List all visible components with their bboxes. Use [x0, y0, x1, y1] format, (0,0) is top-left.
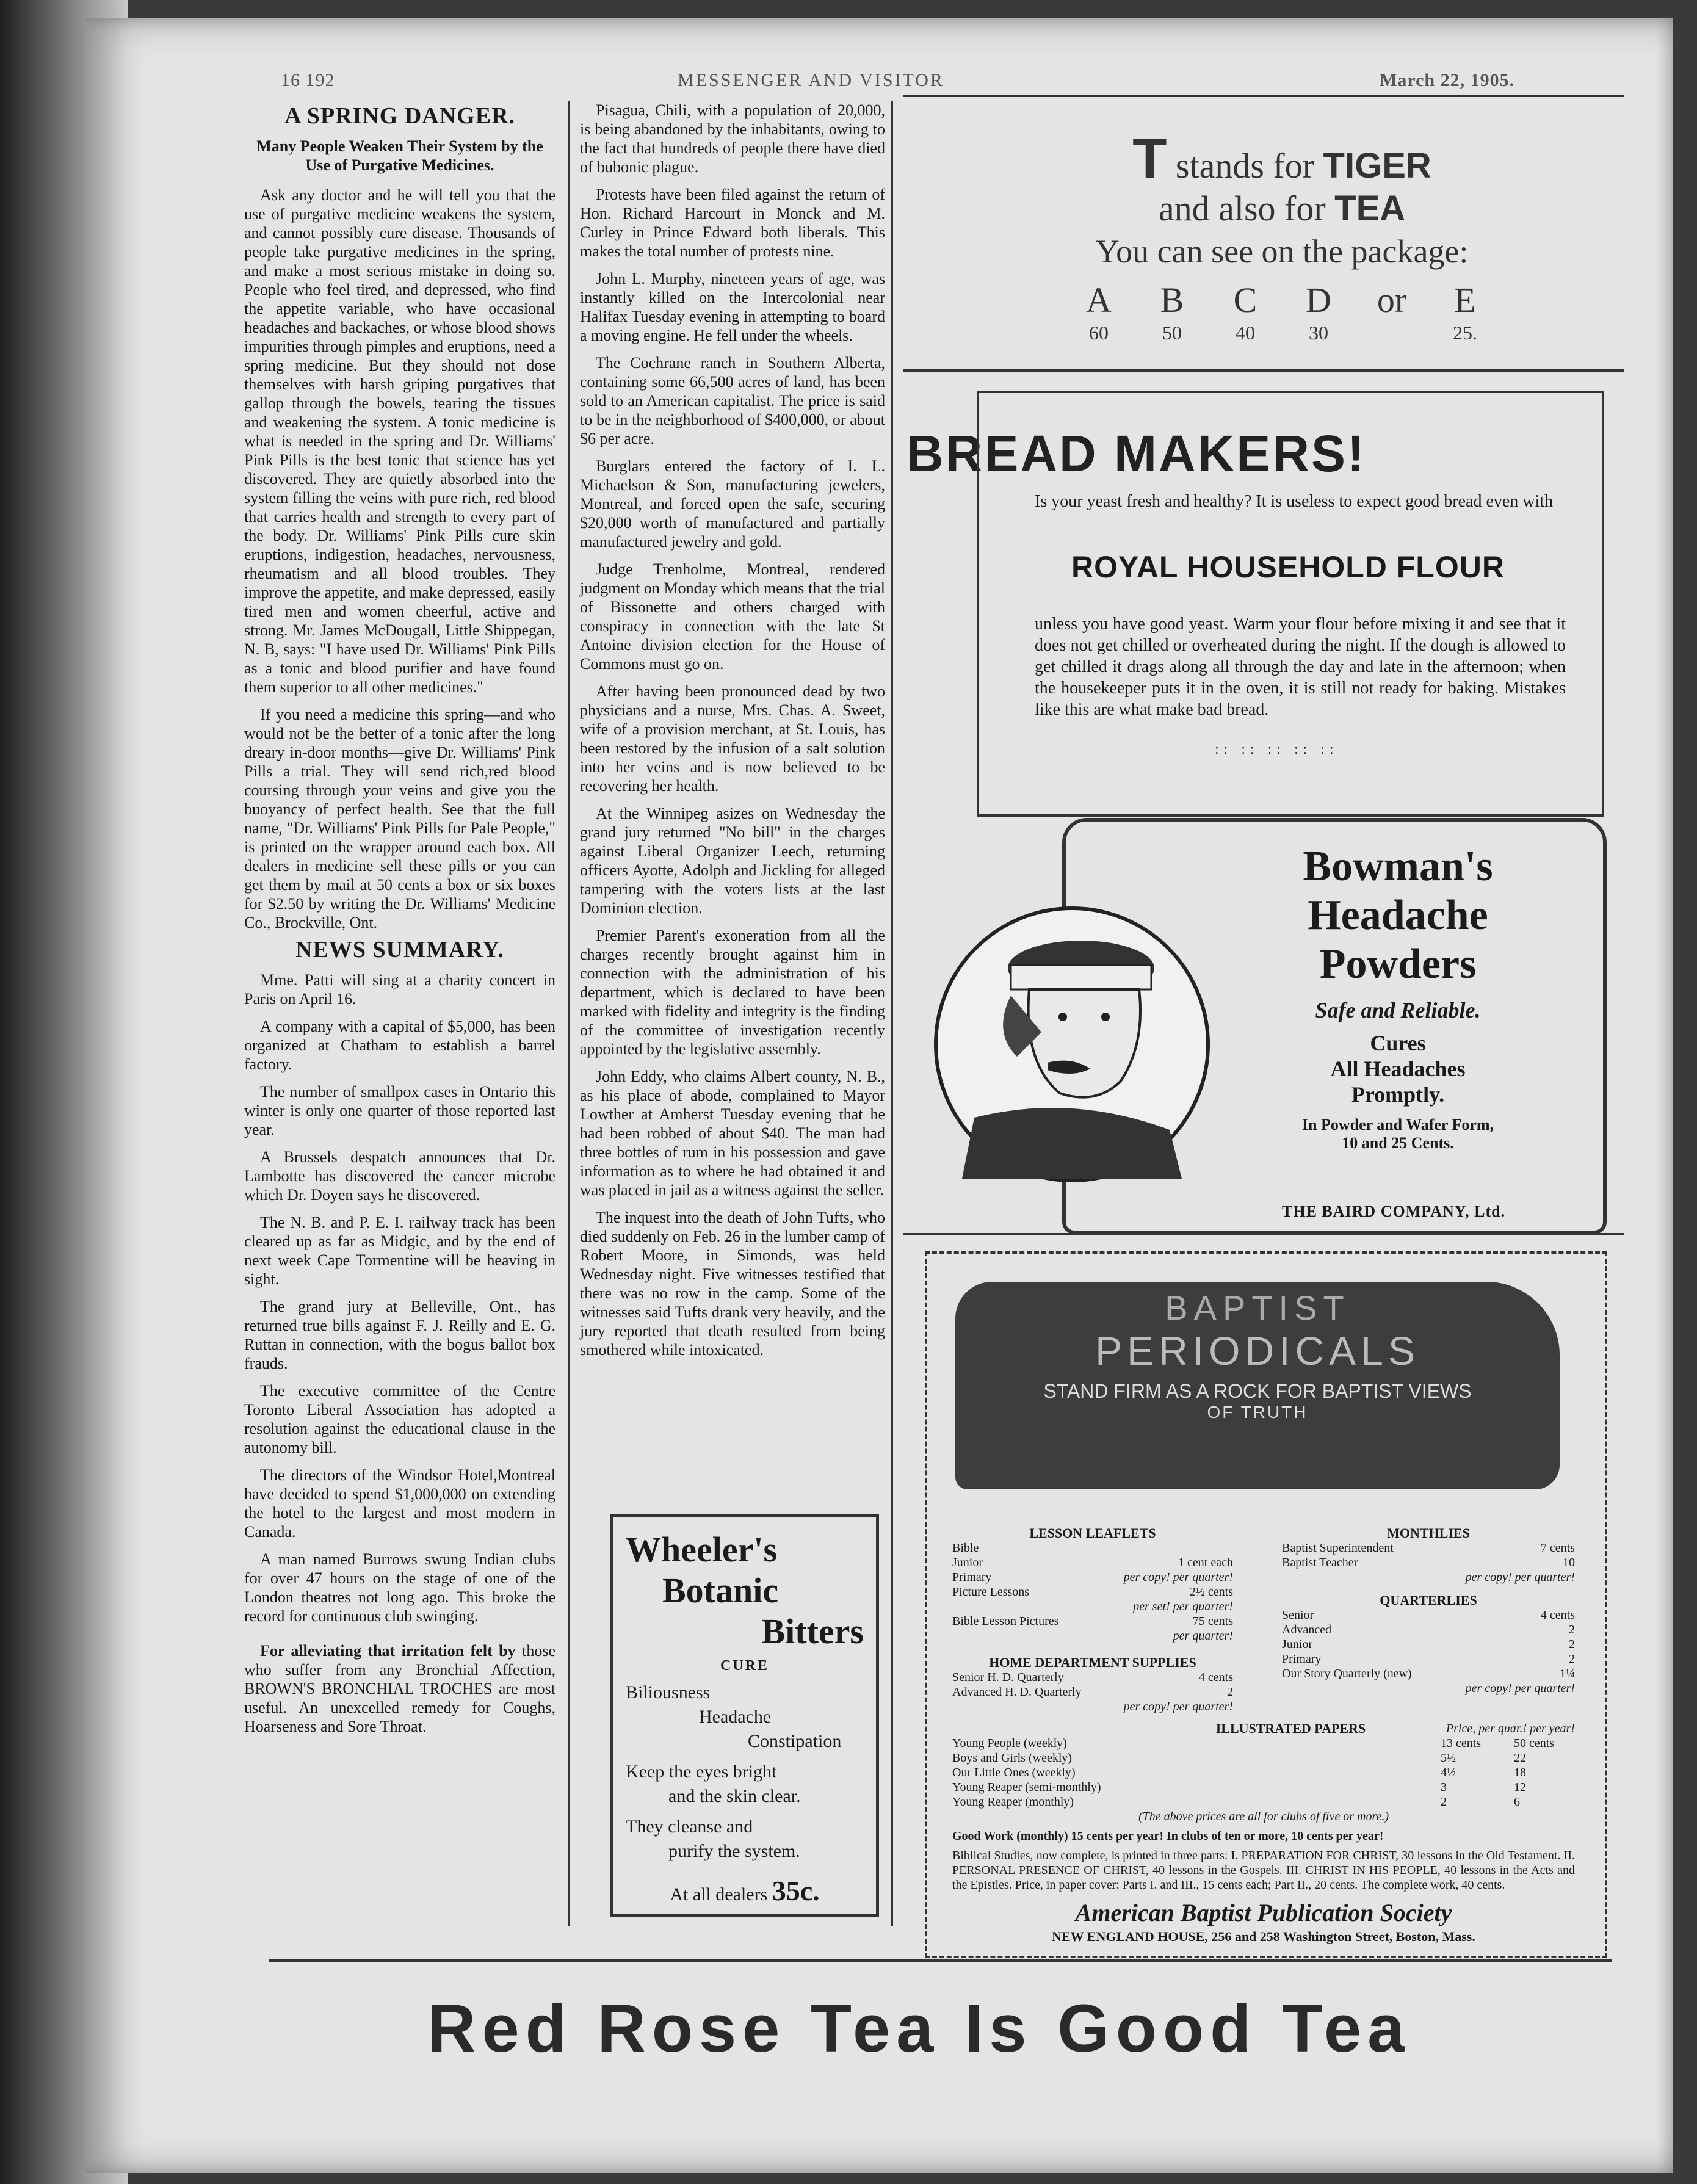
wheeler-list-item: Constipation — [748, 1731, 842, 1751]
wheeler-bitters-ad — [610, 1514, 879, 1917]
footer-rule — [269, 1959, 1612, 1962]
illustrated-header — [952, 1721, 1575, 1736]
price-row — [1282, 1652, 1575, 1666]
item-price: 5½ — [1441, 1751, 1456, 1765]
item-name: Primary — [1282, 1652, 1322, 1666]
news-item: A man named Burrows swung Indian clubs for over 47 hours on the stage of one of the London theatres not long ago. This broke the record for continuous club swinging. — [244, 1550, 555, 1625]
bowman-name-3: Powders — [1319, 941, 1477, 988]
ad-rule — [903, 95, 1624, 97]
item-price: per copy! per quarter! — [1465, 1571, 1575, 1584]
bread-makers-title: BREAD MAKERS! — [906, 425, 1366, 482]
wheeler-title-2: Botanic — [662, 1571, 779, 1610]
wheeler-line: They cleanse and — [626, 1817, 753, 1837]
grade-price: 25. — [1453, 322, 1477, 344]
grade-letter: E — [1454, 280, 1476, 320]
price-row — [1282, 1608, 1575, 1622]
wheeler-line: Keep the eyes bright — [626, 1762, 777, 1782]
wheeler-dealers: At all dealers — [670, 1884, 768, 1904]
issue-date: March 22, 1905. — [1380, 70, 1515, 90]
illustrated-title: ILLUSTRATED PAPERS — [1215, 1721, 1366, 1736]
article-paragraph: Ask any doctor and he will tell you that the use of purgative medicine weakens the system, and cannot possibly cure disease. Thousands of people take purgative medicines in the spring, and make a most serious mistake in doing so. People who feel tired, and depressed, who find the appetite variable, who have occasional headaches and backaches, or whose blood shows impurities through pimples and eruptions, need a spring medicine. But they should not dose themselves with harsh griping purgatives that gallop through the bowels, tearing the tissues and weakening the system. A tonic medicine is what is needed in the spring and Dr. Williams' Pink Pills is the best tonic that science has yet discovered. They are quietly absorbed into the system filling the veins with pure rich, red blood that carries health and strength to every part of the body. Dr. Williams' Pink Pills cure skin eruptions, indigestion, headaches, nervousness, rheumatism and all blood troubles. They improve the appetite, and make depressed, easily tired men and women cheerful, active and strong. Mr. James McDougall, Little Shippegan, N. B, says: "I have used Dr. Williams' Pink Pills as a tonic and blood purifier and have found them superior to all other medicines." — [244, 186, 555, 696]
tiger-word: TIGER — [1323, 146, 1431, 186]
brown-troches-ad — [244, 1641, 555, 1736]
item-name: Boys and Girls (weekly) — [952, 1751, 1073, 1765]
lesson-leaflets — [952, 1526, 1233, 1714]
grade-price: 40 — [1236, 322, 1255, 344]
wheeler-list-item: Biliousness — [626, 1682, 711, 1702]
item-name: Our Little Ones (weekly) — [952, 1766, 1076, 1779]
banner-text: BAPTIST — [1165, 1289, 1350, 1327]
price-row — [952, 1599, 1233, 1614]
item-price: 12 — [1514, 1781, 1526, 1794]
illustrated-price-head: Price, per quar.! per year! — [1446, 1722, 1575, 1735]
news-item: After having been pronounced dead by two physicians and a nurse, Mrs. Chas. A. Sweet, wife of a provision merchant, at St. Louis, has been restored by the infusion of a salt solution into her veins and is now believed to be recovering her health. — [580, 682, 885, 795]
bread-dots: :: :: :: :: :: — [1215, 742, 1339, 758]
wheeler-title-1: Wheeler's — [626, 1530, 778, 1569]
item-name: Young People (weekly) — [952, 1737, 1067, 1750]
item-price: per set! per quarter! — [1133, 1600, 1233, 1613]
item-price: 18 — [1514, 1766, 1526, 1779]
price-row — [952, 1614, 1233, 1629]
item-price: 1 cent each — [1178, 1556, 1233, 1569]
column-rule — [891, 101, 893, 1926]
baptist-banner — [955, 1282, 1560, 1489]
tea-word: TEA — [1334, 189, 1406, 228]
wheeler-list — [626, 1680, 864, 1754]
illustrated-papers — [952, 1721, 1575, 1892]
baptist-society: American Baptist Publication Society — [1075, 1899, 1452, 1926]
item-name: Baptist Teacher — [1282, 1556, 1358, 1569]
price-row — [1282, 1637, 1575, 1652]
news-item: The N. B. and P. E. I. railway track has been cleared up as far as Midgic, and by the end of next week Cape Tormentine will be heaving in sight. — [244, 1213, 555, 1288]
tea-text: and also for — [1158, 189, 1326, 228]
price-row — [952, 1555, 1233, 1570]
wheeler-line: purify the system. — [668, 1841, 800, 1861]
item-price: 75 cents — [1192, 1614, 1233, 1628]
tiger-text: stands for — [1175, 146, 1315, 186]
price-row — [952, 1699, 1233, 1714]
news-item: The directors of the Windsor Hotel,Montreal have decided to spend $1,000,000 on extending the hotel to the largest and most modern in Canada. — [244, 1466, 555, 1541]
item-price: 6 — [1514, 1795, 1520, 1809]
news-item: The inquest into the death of John Tufts, who died suddenly on Feb. 26 in the lumber camp of Robert Moore, in Simonds, was held Wednesday night. Five witnesses testified that there was no row in the camp. Some of the witnesses said Tufts drank very heavily, and the jury reported that death resulted from being smothered while intoxicated. — [580, 1209, 885, 1359]
column-rule — [568, 101, 570, 1926]
banner-text: PERIODICALS — [1095, 1328, 1420, 1373]
monthlies-title: MONTHLIES — [1387, 1525, 1470, 1541]
item-price: 50 cents — [1514, 1737, 1555, 1750]
bowman-cures: Cures — [1370, 1031, 1426, 1055]
price-row — [1282, 1570, 1575, 1585]
item-name: Picture Lessons — [952, 1585, 1030, 1599]
brown-text: those who suffer from any Bronchial Affection, BROWN'S BRONCHIAL TROCHES are most useful. An unexcelled remedy for Coughs, Hoarseness and Sore Throat. — [244, 1642, 555, 1735]
tiger-line-2 — [989, 187, 1575, 230]
wheeler-title-3: Bitters — [761, 1611, 864, 1651]
column-2 — [580, 101, 885, 1368]
banner-text: STAND FIRM AS A ROCK FOR BAPTIST VIEWS — [1043, 1380, 1472, 1402]
news-item: Judge Trenholme, Montreal, rendered judgment on Monday which means that the trial of Bissonette and others charged with conspiracy in connection with the late St Antoine division election for the House of Commons must go on. — [580, 560, 885, 673]
grade-letter: B — [1160, 280, 1184, 320]
item-price: 2 — [1227, 1685, 1233, 1699]
price-row — [952, 1795, 1575, 1809]
price-row — [952, 1670, 1233, 1685]
grade-letter: or — [1377, 280, 1407, 320]
grade-letter: A — [1086, 280, 1112, 320]
brown-lead: For alleviating that irritation felt by — [260, 1642, 516, 1660]
item-name: Bible Lesson Pictures — [952, 1614, 1059, 1628]
bread-body: unless you have good yeast. Warm your flour before mixing it and see that it does not get chilled or overheated during the night. If the dough is allowed to get chilled it drags along all through the day and late in the afternoon; when the housekeeper puts it in the oven, it is still not ready for baking. Mistakes like this are what make bad bread. — [1035, 615, 1566, 719]
news-item: The number of smallpox cases in Ontario this winter is only one quarter of those reported last year. — [244, 1083, 555, 1138]
biblical-studies: Biblical Studies, now complete, is printed in three parts: I. PREPARATION FOR CHRIST, 30 lessons in the Old Testament. II. PERSONAL PRESENCE OF CHRIST, 40 lessons in the Gospels. III. CHRIST IN HIS PEOPLE, 40 lessons in the Acts and the Epistles. Price, in paper cover: Parts I. and III., 15 cents each; Part II., 20 cents. The complete work, 40 cents. — [952, 1849, 1575, 1892]
item-name: Junior — [1282, 1638, 1312, 1651]
item-price: 2 — [1569, 1623, 1575, 1636]
masthead: MESSENGER AND VISITOR — [678, 70, 944, 90]
item-name: Senior H. D. Quarterly — [952, 1671, 1064, 1684]
item-name: Young Reaper (monthly) — [952, 1795, 1074, 1809]
item-name: Junior — [952, 1556, 983, 1569]
item-name: Young Reaper (semi-monthly) — [952, 1781, 1101, 1794]
news-item: John L. Murphy, nineteen years of age, was instantly killed on the Intercolonial near Halifax Tuesday evening in attempting to board a moving engine. He fell under the wheels. — [580, 270, 885, 344]
home-title: HOME DEPARTMENT SUPPLIES — [989, 1655, 1196, 1670]
price-row — [1282, 1666, 1575, 1681]
price-row — [952, 1629, 1233, 1643]
wheeler-list-item: Headache — [699, 1707, 772, 1727]
bowman-form: In Powder and Wafer Form, — [1301, 1116, 1494, 1134]
spring-danger-title: A SPRING DANGER. — [284, 103, 516, 129]
good-work: Good Work (monthly) 15 cents per year! In clubs of ten or more, 10 cents per year! — [952, 1829, 1384, 1843]
bowman-tag: Safe and Reliable. — [1315, 998, 1481, 1022]
item-price: 4 cents — [1198, 1671, 1233, 1684]
news-item: Burglars entered the factory of I. L. Michaelson & Son, manufacturing jewelers, Montreal, and forced open the safe, securing $20,000 worth of manufactured and partially manufactured jewelry and gold. — [580, 457, 885, 551]
royal-household-flour: ROYAL HOUSEHOLD FLOUR — [1071, 550, 1505, 584]
grade-price: 30 — [1309, 322, 1328, 344]
page-number: 16 192 — [281, 70, 335, 90]
item-name: Baptist Superintendent — [1282, 1541, 1394, 1555]
price-row — [952, 1685, 1233, 1699]
item-name: Advanced H. D. Quarterly — [952, 1685, 1082, 1699]
banner-text: OF TRUTH — [1207, 1403, 1308, 1422]
price-row — [952, 1585, 1233, 1599]
bread-intro: Is your yeast fresh and healthy? It is useless to expect good bread even with — [1035, 492, 1554, 511]
price-row — [1282, 1541, 1575, 1555]
news-item: A Brussels despatch announces that Dr. Lambotte has discovered the cancer microbe which Dr. Doyen says he discovered. — [244, 1148, 555, 1204]
item-price: 4½ — [1441, 1766, 1456, 1779]
column-1 — [244, 101, 555, 1745]
tiger-line-3: You can see on the package: — [1095, 233, 1469, 270]
quarterlies-title: QUARTERLIES — [1380, 1593, 1477, 1608]
newspaper-page — [85, 18, 1673, 2173]
bowman-name-1: Bowman's — [1303, 843, 1493, 890]
item-price: 7 cents — [1540, 1541, 1575, 1555]
bowman-form: 10 and 25 Cents. — [1342, 1134, 1454, 1152]
item-price: 2½ cents — [1189, 1585, 1233, 1599]
grade-letter: C — [1233, 280, 1257, 320]
bowman-cures: All Headaches — [1330, 1057, 1466, 1081]
tiger-prices — [989, 322, 1575, 344]
news-item: Premier Parent's exoneration from all the charges recently brought against him in connection with the administration of his department, which is declared to have been marked with fidelity and integrity is the finding of the committee of investigation recently appointed by the legislative assembly. — [580, 927, 885, 1058]
red-rose-tea-ad: Red Rose Tea Is Good Tea — [427, 1991, 1411, 2066]
wheeler-price: 35c. — [772, 1875, 820, 1906]
news-item: The Cochrane ranch in Southern Alberta, containing some 66,500 acres of land, has been sold to an American capitalist. The price is said to be in the neighborhood of $400,000, or about $6 per acre. — [580, 354, 885, 447]
price-row — [952, 1570, 1233, 1585]
tiger-big-letter: T — [1132, 128, 1167, 190]
news-item: The grand jury at Belleville, Ont., has returned true bills against F. J. Reilly and E. G. Ruttan in connection, with the bogus ballot box frauds. — [244, 1298, 555, 1372]
ad-rule — [903, 369, 1624, 372]
price-row — [1282, 1555, 1575, 1570]
item-price: 4 cents — [1540, 1608, 1575, 1622]
item-price: 3 — [1441, 1781, 1447, 1794]
price-row — [952, 1780, 1575, 1795]
news-item: Pisagua, Chili, with a population of 20,000, is being abandoned by the inhabitants, owing to the fact that hundreds of people there have died of bubonic plague. — [580, 101, 885, 176]
news-item: Protests have been filed against the return of Hon. Richard Harcourt in Monck and M. Curley in Prince Edward both liberals. This makes the total number of protests nine. — [580, 186, 885, 260]
spring-danger-subtitle: Many People Weaken Their System by the Use of Purgative Medicines. — [256, 137, 543, 174]
item-name: Senior — [1282, 1608, 1314, 1622]
bowman-ad — [1209, 842, 1587, 1152]
item-price: 22 — [1514, 1751, 1526, 1765]
item-price: 10 — [1563, 1556, 1575, 1569]
illustrated-note: (The above prices are all for clubs of five or more.) — [1138, 1810, 1389, 1823]
price-row — [952, 1541, 1233, 1555]
price-row — [1282, 1622, 1575, 1637]
baird-company: THE BAIRD COMPANY, Ltd. — [1282, 1202, 1506, 1220]
item-price: 1¼ — [1560, 1667, 1575, 1680]
item-price: per quarter! — [1173, 1629, 1233, 1643]
price-row — [1282, 1681, 1575, 1696]
item-price: 2 — [1441, 1795, 1447, 1809]
wheeler-cure: CURE — [720, 1658, 769, 1674]
wheeler-claims — [626, 1760, 864, 1864]
news-item: The executive committee of the Centre Toronto Liberal Association has adopted a resolution against the educational clause in the autonomy bill. — [244, 1382, 555, 1456]
bowman-portrait — [934, 906, 1210, 1182]
leaflets-title: LESSON LEAFLETS — [1029, 1525, 1156, 1541]
news-item: John Eddy, who claims Albert county, N. B., as his place of abode, complained to Mayor Lowther at Amherst Tuesday evening that he had been robbed of about $40. The man had three bottles of rum in his possession and gave information as to where he had obtained it and was placed in jail as a witness against the seller. — [580, 1068, 885, 1199]
tiger-tea-ad — [989, 128, 1575, 344]
article-paragraph: If you need a medicine this spring—and who would not be the better of a tonic after the long dreary in-door months—give Dr. Williams' Pink Pills a trial. They will send rich,red blood coursing through your veins and give you the buoyancy of perfect health. See that the full name, "Dr. Williams' Pink Pills for Pale People," is printed on the wrapper around each box. All dealers in medicine sell these pills or you can get them by mail at 50 cents a box or six boxes for $2.50 by writing the Dr. Williams' Medicine Co., Brockville, Ont. — [244, 706, 555, 931]
news-item: At the Winnipeg asizes on Wednesday the grand jury returned "No bill" in the charges against Liberal Organizer Leech, returning officers Ayotte, Adolph and Jickling for alleged tampering with the voters lists at the last Dominion election. — [580, 805, 885, 917]
grade-price: 60 — [1089, 322, 1109, 344]
grade-letter: D — [1306, 280, 1331, 320]
bowman-name-2: Headache — [1308, 892, 1488, 939]
tiger-letters — [989, 279, 1575, 322]
news-item: A company with a capital of $5,000, has been organized at Chatham to establish a barrel factory. — [244, 1018, 555, 1073]
item-name: Primary — [952, 1571, 992, 1584]
grade-price: 50 — [1162, 322, 1182, 344]
item-name: Our Story Quarterly (new) — [1282, 1667, 1412, 1680]
wheeler-price-line — [626, 1875, 864, 1907]
item-price: per copy! per quarter! — [1123, 1571, 1233, 1584]
monthlies-quarterlies — [1282, 1526, 1575, 1696]
bowman-cures: Promptly. — [1351, 1082, 1445, 1107]
item-name: Advanced — [1282, 1623, 1332, 1636]
item-name: Bible — [952, 1541, 979, 1555]
item-price: 2 — [1569, 1652, 1575, 1666]
price-row — [952, 1751, 1575, 1765]
item-price: 2 — [1569, 1638, 1575, 1651]
baptist-address: NEW ENGLAND HOUSE, 256 and 258 Washington Street, Boston, Mass. — [1052, 1929, 1475, 1944]
item-price: per copy! per quarter! — [1465, 1682, 1575, 1695]
headache-man-icon — [938, 910, 1206, 1179]
wheeler-line: and the skin clear. — [668, 1786, 801, 1806]
news-item: Mme. Patti will sing at a charity concert in Paris on April 16. — [244, 971, 555, 1008]
price-row — [952, 1765, 1575, 1780]
item-price: per copy! per quarter! — [1123, 1700, 1233, 1713]
news-summary-title: NEWS SUMMARY. — [295, 937, 504, 963]
item-price: 13 cents — [1441, 1737, 1482, 1750]
price-row — [952, 1736, 1575, 1751]
tiger-line-1 — [989, 128, 1575, 190]
